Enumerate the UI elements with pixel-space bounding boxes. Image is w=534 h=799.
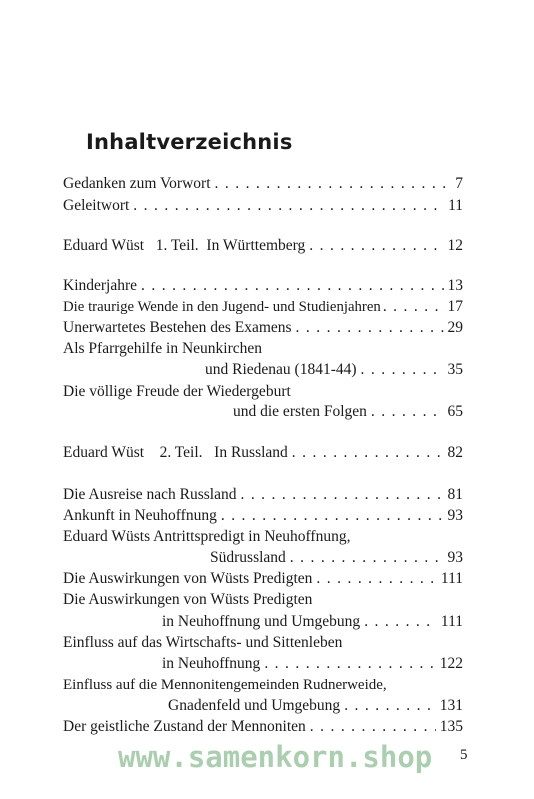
toc-entry: [63, 527, 463, 547]
dot-leader: [215, 174, 452, 194]
toc-entry-title: Die traurige Wende in den Jugend- und Studienjahren: [63, 299, 381, 315]
watermark-text: www.samenkorn.shop: [118, 740, 433, 774]
toc-entry: [63, 276, 463, 296]
toc-entry-page: 111: [440, 570, 463, 587]
toc-entry-page: 7: [455, 175, 463, 192]
toc-entry: [63, 174, 463, 194]
dot-leader: [364, 612, 437, 632]
toc-entry-continuation: [162, 654, 463, 674]
toc-entry-title: Geleitwort: [63, 197, 130, 214]
toc-entry-title: in Neuhoffnung: [162, 655, 261, 672]
toc-entry-continuation: [233, 402, 463, 422]
toc-entry-title: und die ersten Folgen: [233, 403, 367, 420]
toc-entry-title: Einfluss auf das Wirtschafts- und Sittenleben: [63, 634, 343, 651]
toc-entry-continuation: [162, 612, 463, 632]
toc-entry-page: 131: [439, 697, 463, 714]
toc-entry-title: Unerwartetes Bestehen des Examens: [63, 319, 292, 336]
toc-entry-page: 12: [447, 237, 463, 254]
toc-entry-title: Die Auswirkungen von Wüsts Predigten: [63, 570, 313, 587]
toc-entry-page: 81: [447, 486, 463, 503]
dot-leader: [290, 548, 444, 568]
dot-leader: [383, 297, 446, 317]
toc-entry: [63, 339, 463, 359]
dot-leader: [292, 443, 444, 463]
toc-entry-page: 82: [447, 444, 463, 461]
dot-leader: [344, 696, 436, 716]
toc-entry: [63, 485, 463, 505]
toc-entry: [63, 717, 463, 737]
dot-leader: [221, 506, 444, 526]
page-number: 5: [460, 747, 468, 763]
toc-entry-title: Die Auswirkungen von Wüsts Predigten: [63, 591, 313, 608]
toc-entry: [63, 590, 463, 610]
toc-entry-page: 29: [447, 319, 463, 336]
toc-entry-page: 93: [447, 549, 463, 566]
toc-entry-title: Gedanken zum Vorwort: [63, 175, 211, 192]
toc-entry-continuation: [210, 548, 463, 568]
toc-entry-title: Eduard Wüst 2. Teil. In Russland: [63, 444, 288, 461]
toc-entry-page: 17: [447, 298, 463, 315]
toc-entry: [63, 506, 463, 526]
toc-entry: [63, 382, 463, 402]
dot-leader: [309, 236, 443, 256]
toc-entry: [63, 196, 463, 216]
toc-entry: [63, 675, 463, 695]
toc-heading: Inhaltverzeichnis: [86, 130, 293, 154]
toc-entry-title: in Neuhoffnung und Umgebung: [162, 613, 361, 630]
toc-entry-page: 135: [439, 718, 463, 735]
toc-entry-title: Kinderjahre: [63, 277, 138, 294]
dot-leader: [133, 196, 444, 216]
toc-entry-title: Eduard Wüst 1. Teil. In Württemberg: [63, 237, 306, 254]
toc-entry-title: und Riedenau (1841-44): [205, 361, 357, 378]
toc-entry: [63, 318, 463, 338]
dot-leader: [264, 654, 435, 674]
toc-entry-page: 65: [447, 403, 463, 420]
dot-leader: [240, 485, 443, 505]
toc-entry-title: Gnadenfeld und Umgebung: [168, 697, 341, 714]
toc-part-heading: [63, 236, 463, 256]
toc-entry-title: Südrussland: [210, 549, 286, 566]
dot-leader: [296, 318, 444, 338]
toc-part-heading: [63, 443, 463, 463]
toc-entry: [63, 297, 463, 317]
dot-leader: [316, 569, 436, 589]
toc-entry-title: Der geistliche Zustand der Mennoniten: [63, 718, 306, 735]
toc-entry-continuation: [168, 696, 463, 716]
toc-entry-title: Einfluss auf die Mennonitengemeinden Rudnerweide,: [63, 677, 387, 693]
toc-entry-page: 93: [447, 507, 463, 524]
dot-leader: [310, 717, 436, 737]
toc-entry-title: Die völlige Freude der Wiedergeburt: [63, 383, 291, 400]
toc-entry-page: 122: [439, 655, 463, 672]
dot-leader: [141, 276, 443, 296]
toc-entry-title: Die Ausreise nach Russland: [63, 486, 237, 503]
toc-entry-title: Als Pfarrgehilfe in Neunkirchen: [63, 340, 263, 357]
dot-leader: [361, 360, 444, 380]
toc-entry: [63, 633, 463, 653]
dot-leader: [371, 402, 444, 422]
toc-entry-page: 11: [448, 197, 463, 214]
toc-entry-page: 35: [447, 361, 463, 378]
toc-entry: [63, 569, 463, 589]
toc-entry-continuation: [205, 360, 463, 380]
toc-entry-title: Eduard Wüsts Antrittspredigt in Neuhoffnung,: [63, 528, 351, 545]
toc-entry-page: 13: [447, 277, 463, 294]
toc-entry-title: Ankunft in Neuhoffnung: [63, 507, 217, 524]
toc-entry-page: 111: [440, 613, 463, 630]
